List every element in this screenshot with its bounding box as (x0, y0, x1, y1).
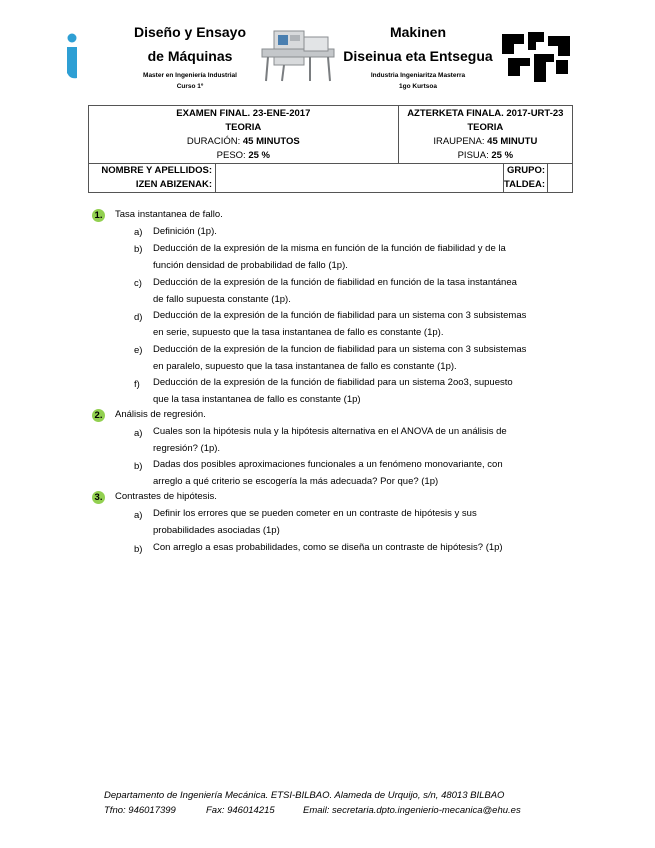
list-item (153, 375, 578, 408)
footer-phone: Tfno: 946017399 (104, 805, 176, 816)
item-letter: c) (134, 278, 142, 289)
list-item (153, 506, 578, 539)
header-title-es-line2: de Máquinas (147, 48, 233, 64)
weight-label-es: PESO: (216, 150, 246, 161)
info-i-icon (66, 33, 80, 79)
item-letter: b) (134, 544, 143, 555)
item-letter: a) (134, 510, 143, 521)
list-item (153, 241, 578, 274)
question-number: 2. (92, 409, 105, 422)
name-label-eu: IZEN ABIZENAK: (135, 179, 212, 190)
item-line: Deducción de la expresión de la función de fiabilidad para un sistema 2oo3, supuesto (153, 377, 513, 388)
item-line: arreglo a qué criterio se escogería la más adecuada? Por que? (1p) (153, 475, 439, 487)
duration-value-es: 45 MINUTOS (242, 136, 300, 147)
list-item (153, 308, 578, 341)
header-sub-es-1: Master en Ingeniería Industrial (143, 72, 237, 79)
list-item (153, 540, 578, 557)
item-line: en paralelo, supuesto que la tasa instantanea de fallo es constante (1p). (153, 360, 457, 372)
group-label-es: GRUPO: (507, 165, 545, 176)
question-title: Contrastes de hipótesis. (115, 491, 217, 502)
group-field[interactable] (548, 164, 573, 193)
question-title: Análisis de regresión. (115, 409, 206, 420)
item-line: Definir los errores que se pueden cometer en un contraste de hipótesis y sus (153, 508, 477, 519)
list-item (153, 342, 578, 375)
weight-value-es: 25 % (248, 150, 270, 161)
header-sub-es-2: Curso 1º (176, 83, 204, 90)
exam-part-eu: TEORIA (467, 122, 504, 133)
item-letter: d) (134, 312, 143, 323)
item-line: función densidad de probabilidad de fallo (1p). (153, 259, 348, 271)
item-line: Deducción de la expresión de la función de fiabilidad para un sistema con 3 subsistemas (153, 310, 527, 321)
exam-part-es: TEORIA (225, 122, 262, 133)
group-label-eu: TALDEA: (504, 179, 545, 190)
footer-fax: Fax: 946014215 (206, 805, 275, 816)
list-item (153, 224, 578, 241)
item-letter: a) (134, 227, 143, 238)
item-line: de fallo supuesta constante (1p). (153, 293, 291, 305)
exam-weight-eu (399, 149, 572, 163)
group-label-cell (504, 164, 548, 193)
question-title: Tasa instantanea de fallo. (115, 209, 223, 220)
item-line: en serie, supuesto que la tasa instantanea de fallo es constante (1p). (153, 326, 444, 338)
item-line: Definición (1p). (153, 226, 217, 237)
item-line: Deducción de la expresión de la misma en función de la función de fiabilidad y de la (153, 243, 506, 254)
header-sub-eu-2: 1go Kurtsoa (399, 83, 437, 90)
duration-label-eu: IRAUPENA: (433, 136, 485, 147)
name-field[interactable] (216, 164, 504, 193)
exam-title-es: EXAMEN FINAL. 23-ENE-2017 (176, 108, 311, 119)
exam-title-eu: AZTERKETA FINALA. 2017-URT-23 (407, 108, 564, 119)
name-label-es: NOMBRE Y APELLIDOS: (101, 165, 212, 176)
question-number: 3. (92, 491, 105, 504)
exam-info-eu (398, 106, 572, 164)
item-line: Deducción de la expresión de la función de fiabilidad en función de la tasa instantánea (153, 277, 517, 288)
exam-info-table (88, 105, 573, 193)
item-line: Cuales son la hipótesis nula y la hipótesis alternativa en el ANOVA de un análisis de (153, 426, 507, 437)
exam-info-es (89, 106, 399, 164)
university-logo-icon (500, 30, 572, 84)
footer-email: Email: secretaria.dpto.ingenierio-mecanica@ehu.es (303, 805, 521, 816)
list-item (153, 457, 578, 490)
exam-duration-es (89, 135, 398, 149)
duration-value-eu: 45 MINUTU (487, 136, 538, 147)
exam-duration-eu (399, 135, 572, 149)
item-letter: b) (134, 461, 143, 472)
question-number: 1. (92, 209, 105, 222)
list-item (153, 275, 578, 308)
weight-label-eu: PISUA: (457, 150, 489, 161)
header-title-eu-line1: Makinen (389, 24, 446, 40)
exam-weight-es (89, 149, 398, 163)
header-title-es-line1: Diseño y Ensayo (133, 24, 247, 40)
weight-value-eu: 25 % (491, 150, 514, 161)
name-label-cell (89, 164, 216, 193)
item-line: regresión? (1p). (153, 442, 221, 454)
duration-label-es: DURACIÓN: (186, 136, 241, 147)
item-letter: f) (134, 379, 140, 390)
item-line: Dadas dos posibles aproximaciones funcionales a un fenómeno monovariante, con (153, 459, 503, 470)
header-sub-eu-1: Industria Ingeniaritza Masterra (370, 72, 466, 79)
item-line: Deducción de la expresión de la funcion de fiabilidad para un sistema con 3 subsistemas (153, 344, 527, 355)
list-item (153, 424, 578, 457)
item-line: probabilidades asociadas (1p) (153, 524, 280, 536)
header-title-eu-line2: Diseinua eta Entsegua (343, 48, 493, 64)
inspection-machine-icon (260, 23, 336, 83)
item-letter: e) (134, 345, 143, 356)
item-letter: b) (134, 244, 143, 255)
footer-address: Departamento de Ingeniería Mecánica. ETSI-BILBAO. Alameda de Urquijo, s/n, 48013 BILBAO (104, 790, 505, 801)
item-line: Con arreglo a esas probabilidades, como se diseña un contraste de hipótesis? (1p) (153, 542, 503, 553)
item-letter: a) (134, 428, 143, 439)
item-line: que la tasa instantanea de fallo es constante (1p) (153, 393, 361, 405)
